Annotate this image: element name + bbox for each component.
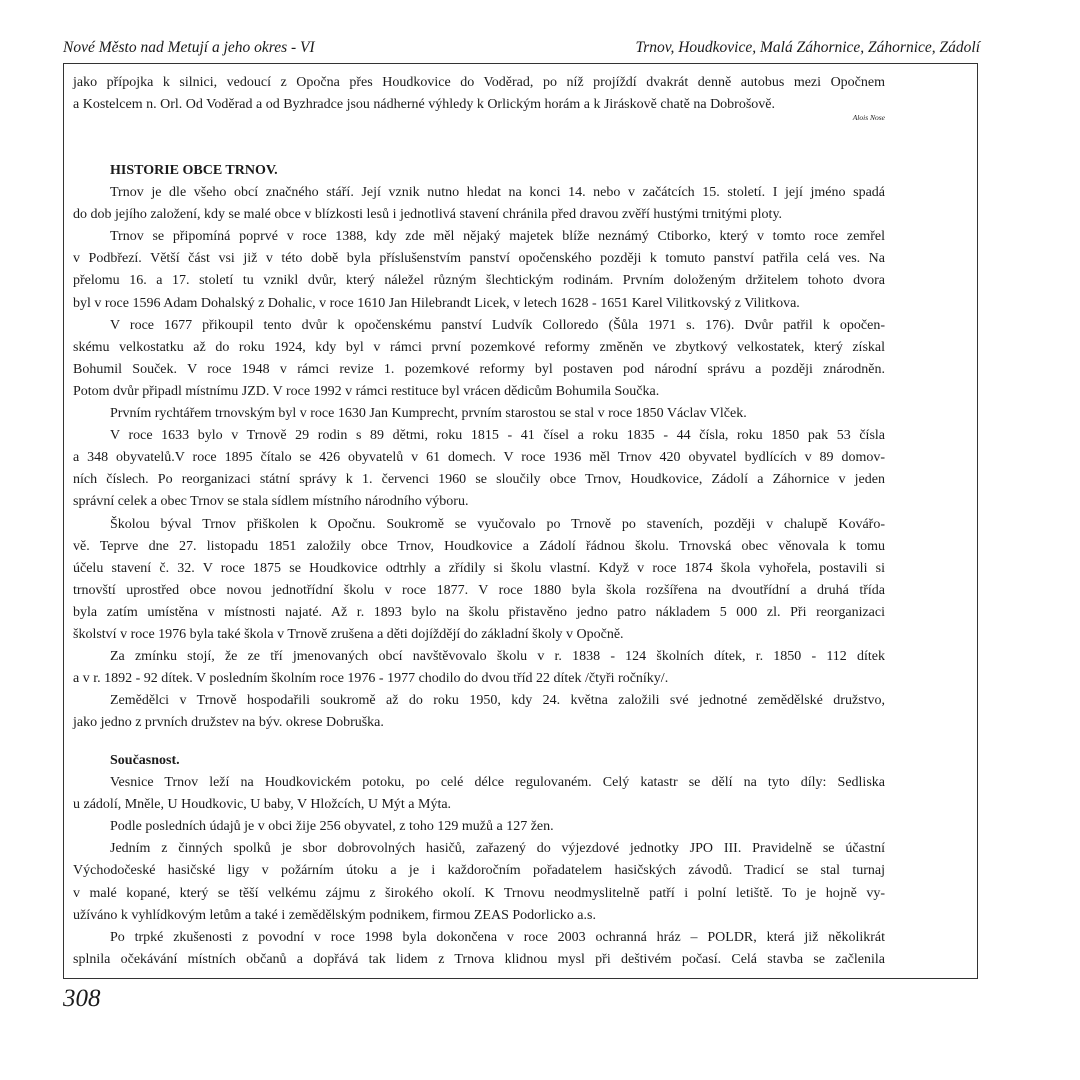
paragraph-line: trnovští uprostřed obce novou jednotřídní školu v roce 1877. V roce 1880 byla škola rozšířena na dvoutřídní a druhá třída: [73, 582, 885, 598]
paragraph-line: vě. Teprve dne 27. listopadu 1851 založily obce Trnov, Houdkovice a Zádolí řádnou školu. Trnovská obec věnovala k tomu: [73, 538, 885, 554]
running-header: [63, 38, 980, 58]
paragraph-line: V roce 1633 bylo v Trnově 29 rodin s 89 dětmi, roku 1815 - 41 čísel a roku 1835 - 44 čísla, roku 1850 pak 53 čísla: [110, 428, 885, 444]
present-section: [73, 750, 885, 971]
paragraph-line: Trnov se připomíná poprvé v roce 1388, kdy zde měl nějaký majetek blíže neznámý Ctiborko, který v tomto roce zemřel: [110, 229, 885, 245]
paragraph-line: Potom dvůr připadl místnímu JZD. V roce 1992 v rámci restituce byl vrácen dědicům Bohumila Součka.: [73, 383, 660, 399]
paragraph-line: Vesnice Trnov leží na Houdkovickém potoku, po celé délce regulovaném. Celý katastr se dělí na tyto díly: Sedliska: [110, 775, 885, 791]
paragraph-line: Východočeské hasičské ligy v požárním útoku a je i každoročním pořadatelem hasičských závodů. Tradicí se stal turnaj: [73, 863, 885, 879]
paragraph-line: jako jedno z prvních družstev na býv. okrese Dobruška.: [73, 715, 384, 731]
paragraph-line: Jedním z činných spolků je sbor dobrovolných hasičů, zařazený do výjezdové jednotky JPO III. Pravidelně se účastní: [110, 841, 885, 857]
paragraph-line: Bohumil Souček. V roce 1948 v rámci revize 1. pozemkové reformy byl postaven pod národní správu a později znárodněn.: [73, 361, 885, 377]
paragraph-line: Po trpké zkušenosti z povodní v roce 1998 byla dokončena v roce 2003 ochranná hráz – POLDR, která již několikrát: [110, 929, 885, 945]
intro-line: jako přípojka k silnici, vedoucí z Opočna přes Houdkovice do Voděrad, po níž projíždí dvakrát denně autobus mezi Opočnem: [73, 75, 885, 90]
paragraph-line: správní celek a obec Trnov se stala sídlem místního národního výboru.: [73, 494, 469, 510]
paragraph-line: Trnov je dle všeho obcí značného stáří. Její vznik nutno hledat na konci 14. nebo v začátcích 15. století. I její jméno spadá: [110, 185, 885, 201]
author-signature: Alois Nose: [852, 113, 885, 123]
paragraph-line: u zádolí, Mněle, U Houdkovic, U baby, V Hložcích, U Mýt a Mýta.: [73, 797, 452, 813]
paragraph-line: užíváno k vyhlídkovým letům a také i zemědělským podnikem, firmou ZEAS Podorlicko a.s.: [73, 907, 596, 923]
section-heading-history: HISTORIE OBCE TRNOV.: [110, 163, 278, 178]
paragraph-line: v malé kopané, který se těší velkému zájmu z širokého okolí. K Trnovu neodmyslitelně patří i polní letiště. To je hojně vy-: [73, 885, 885, 901]
paragraph-line: V roce 1677 přikoupil tento dvůr k opočenskému panství Ludvík Colloredo (Šůla 1971 s. 176). Dvůr patřil k opočen-: [110, 317, 885, 333]
paragraph-line: byla zatím umístěna v místnosti najaté. Až r. 1893 bylo na školu přistavěno jedno patro nákladem 5 000 zl. Při reorganizaci: [73, 604, 885, 620]
intro-line: a Kostelcem n. Orl. Od Voděrad a od Byzhradce jsou nádherné výhledy k Orlickým horám a k Jiráskově chatě na Dobrošově.: [73, 97, 776, 113]
header-chapter-title: Trnov, Houdkovice, Malá Záhornice, Záhornice, Zádolí: [635, 39, 980, 56]
history-section: [73, 160, 885, 734]
paragraph-line: a v r. 1892 - 92 dítek. V posledním školním roce 1976 - 1977 chodilo do dvou tříd 22 dítek /čtyři ročníky/.: [73, 671, 669, 687]
paragraph-line: splnila očekávání místních občanů a dopřává tak lidem z Trnova klidnou mysl při deštivém počasí. Celá stavba se začlenila: [73, 951, 885, 967]
intro-block: [73, 72, 885, 123]
paragraph-line: ních číslech. Po reorganizaci státní správy k 1. červenci 1960 se sloučily obce Trnov, Houdkovice, Zádolí a Záhornice v jeden: [73, 472, 885, 488]
page-number: 308: [63, 985, 101, 1012]
paragraph-line: Prvním rychtářem trnovským byl v roce 1630 Jan Kumprecht, prvním starostou se stal v roce 1850 Václav Vlček.: [110, 406, 747, 422]
paragraph-line: Za zmínku stojí, že ze tří jmenovaných obcí navštěvovalo školu v r. 1838 - 124 školních dítek, r. 1850 - 112 dítek: [110, 649, 885, 665]
paragraph-line: skému velkostatku až do roku 1924, kdy byl v rámci první pozemkové reformy změněn ve zbytkový velkostatek, který získal: [73, 339, 885, 355]
paragraph-line: Zemědělci v Trnově hospodařili soukromě až do roku 1950, kdy 24. května založili své jednotné zemědělské družstvo,: [110, 693, 885, 709]
paragraph-line: přelomu 16. a 17. století tu vznikl dvůr, který náležel různým šlechtickým rodinám. Prvním doloženým držitelem tohoto dvora: [73, 273, 885, 289]
paragraph-line: Školou býval Trnov přiškolen k Opočnu. Soukromě se vyučovalo po Trnově po staveních, později v chalupě Kovářo-: [110, 516, 885, 532]
header-book-title: Nové Město nad Metují a jeho okres - VI: [63, 39, 315, 56]
section-heading-present: Současnost.: [110, 753, 180, 768]
paragraph-line: v Podbřezí. Větší část vsi již v této době byla příslušenstvím panství opočenského později k tomuto panství patřila celá ves. Na: [73, 251, 885, 267]
paragraph-line: školství v roce 1976 byla také škola v Trnově zrušena a děti dojíždějí do základní školy v Opočně.: [73, 626, 624, 642]
content-frame: [63, 63, 978, 979]
paragraph-line: Podle posledních údajů je v obci žije 256 obyvatel, z toho 129 mužů a 127 žen.: [110, 819, 554, 835]
paragraph-line: byl v roce 1596 Adam Dohalský z Dohalic, v roce 1610 Jan Hilebrandt Licek, v letech 1628 - 1651 Karel Vilitkovský z Vilitkova.: [73, 295, 800, 311]
paragraph-line: účelu stavení č. 32. V roce 1875 se Houdkovice odtrhly a zřídily si školu vlastní. Když v roce 1874 škola vyhořela, postavili si: [73, 560, 885, 576]
paragraph-line: a 348 obyvatelů.V roce 1895 čítalo se 426 obyvatelů v 61 domech. V roce 1936 měl Trnov 420 obyvatel bydlících v 89 domov-: [73, 450, 885, 466]
paragraph-line: do dob jejího založení, kdy se malé obce v blízkosti lesů i jednotlivá stavení chránila před dravou zvěří hustými trnitými ploty.: [73, 207, 783, 223]
